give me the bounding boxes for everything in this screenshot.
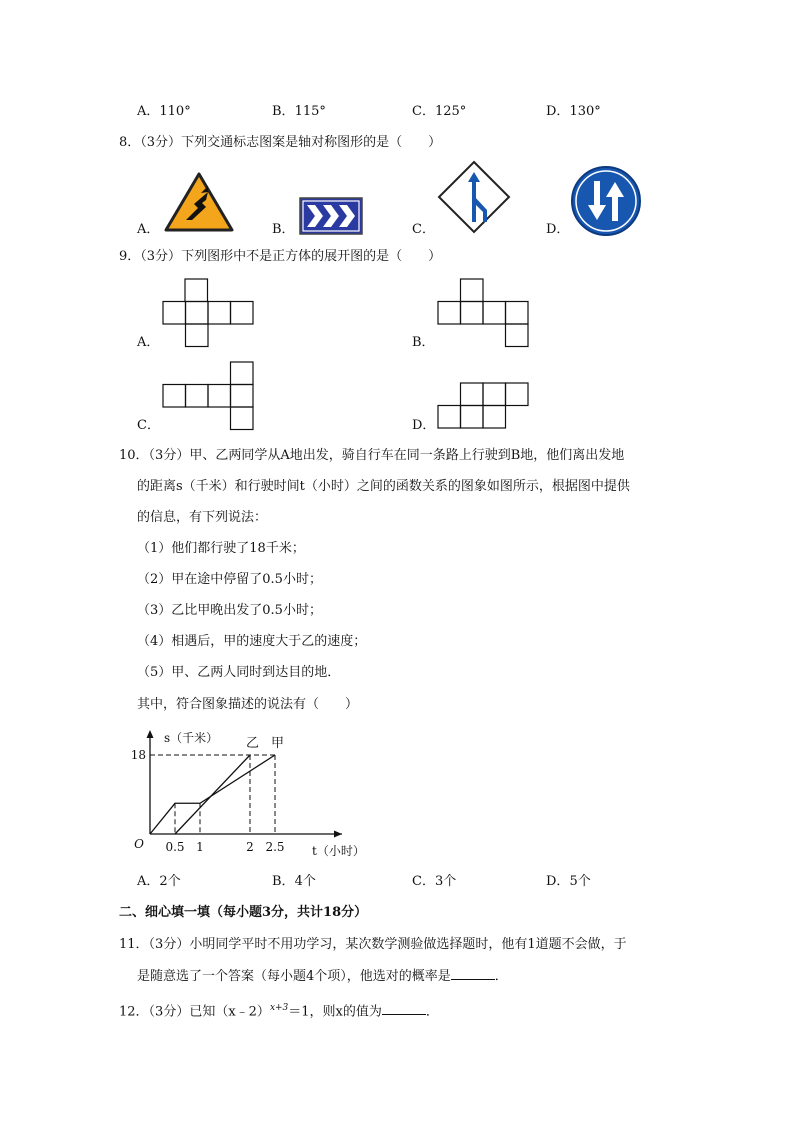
q12-exponent: x+3 xyxy=(269,1003,289,1013)
y-axis-label: s（千米） xyxy=(164,731,219,745)
q10-statement-4: （4）相遇后，甲的速度大于乙的速度； xyxy=(137,634,367,649)
q10-statement-1: （1）他们都行驶了18千米； xyxy=(137,541,305,556)
answer-blank[interactable] xyxy=(382,1002,426,1015)
q9-stem: 9．（3分）下列图形中不是正方体的展开图的是（ ） xyxy=(119,249,442,264)
q11-line2: 是随意选了一个答案（每小题4个项），他选对的概率是 ． xyxy=(137,969,508,984)
two-way-sign-icon xyxy=(570,165,642,237)
q9-option-a-label: A． xyxy=(137,335,160,350)
q10-line1: 10．（3分）甲、乙两同学从A地出发，骑自行车在同一条路上行驶到B地，他们离出发地 xyxy=(119,448,625,463)
series-line-乙 xyxy=(175,755,250,834)
q10-line2: 的距离s（千米）和行驶时间t（小时）之间的函数关系的图象如图所示，根据图中提供 xyxy=(137,479,630,494)
answer-blank[interactable] xyxy=(451,967,495,980)
q10-option-b: B．4个 xyxy=(272,874,316,889)
q8-option-d-label: D． xyxy=(546,222,570,237)
q12-line: 12．（3分）已知（x﹣2）$^{x+3}$＝1，则x的值为 ． xyxy=(119,1003,439,1020)
q11-line1: 11．（3分）小明同学平时不用功学习，某次数学测验做选择题时，他有1道题不会做，于 xyxy=(119,937,627,952)
distance-time-chart xyxy=(130,722,390,864)
x-axis-arrow xyxy=(334,831,342,838)
q9-option-d-label: D． xyxy=(412,418,436,433)
q10-statement-2: （2）甲在途中停留了0.5小时； xyxy=(137,572,322,587)
x-axis-label: t（小时） xyxy=(312,844,365,858)
warning-sign-icon xyxy=(164,172,234,232)
cube-net-d xyxy=(437,382,529,430)
q7-option-b: B．115° xyxy=(272,104,326,119)
q10-question: 其中，符合图象描述的说法有（ ） xyxy=(137,697,359,712)
merge-sign-icon xyxy=(437,160,511,234)
q7-option-c: C．125° xyxy=(412,104,467,119)
q8-option-c-label: C． xyxy=(412,222,435,237)
cube-net-b xyxy=(437,278,529,348)
y-axis-arrow xyxy=(147,730,154,738)
x-tick-label: 2.5 xyxy=(265,840,285,854)
origin-label: O xyxy=(134,837,144,851)
x-tick-label: 2 xyxy=(246,840,254,854)
q9-option-c-label: C． xyxy=(137,418,160,433)
y-tick-label: 18 xyxy=(130,748,146,762)
q7-option-d: D．130° xyxy=(546,104,601,119)
q7-option-a: A．110° xyxy=(137,104,191,119)
chevron-sign-icon xyxy=(299,197,363,235)
q10-option-c: C．3个 xyxy=(412,874,457,889)
series-label-jia: 甲 xyxy=(271,736,285,751)
q10-line3: 的信息，有下列说法： xyxy=(137,510,268,525)
x-tick-label: 0.5 xyxy=(165,840,185,854)
q8-option-a-label: A． xyxy=(137,222,160,237)
x-tick-label: 1 xyxy=(196,840,204,854)
q9-option-b-label: B． xyxy=(412,335,435,350)
q10-option-d: D．5个 xyxy=(546,874,591,889)
cube-net-a xyxy=(162,278,254,348)
q10-statement-3: （3）乙比甲晚出发了0.5小时； xyxy=(137,603,322,618)
series-label-yi: 乙 xyxy=(246,736,260,751)
q10-option-a: A．2个 xyxy=(137,874,181,889)
cube-net-c xyxy=(162,361,254,431)
q8-option-b-label: B． xyxy=(272,222,295,237)
section-heading: 二、细心填一填（每小题3分，共计18分） xyxy=(119,905,368,920)
q8-stem: 8．（3分）下列交通标志图案是轴对称图形的是（ ） xyxy=(119,135,442,150)
q10-statement-5: （5）甲、乙两人同时到达目的地． xyxy=(137,665,341,680)
